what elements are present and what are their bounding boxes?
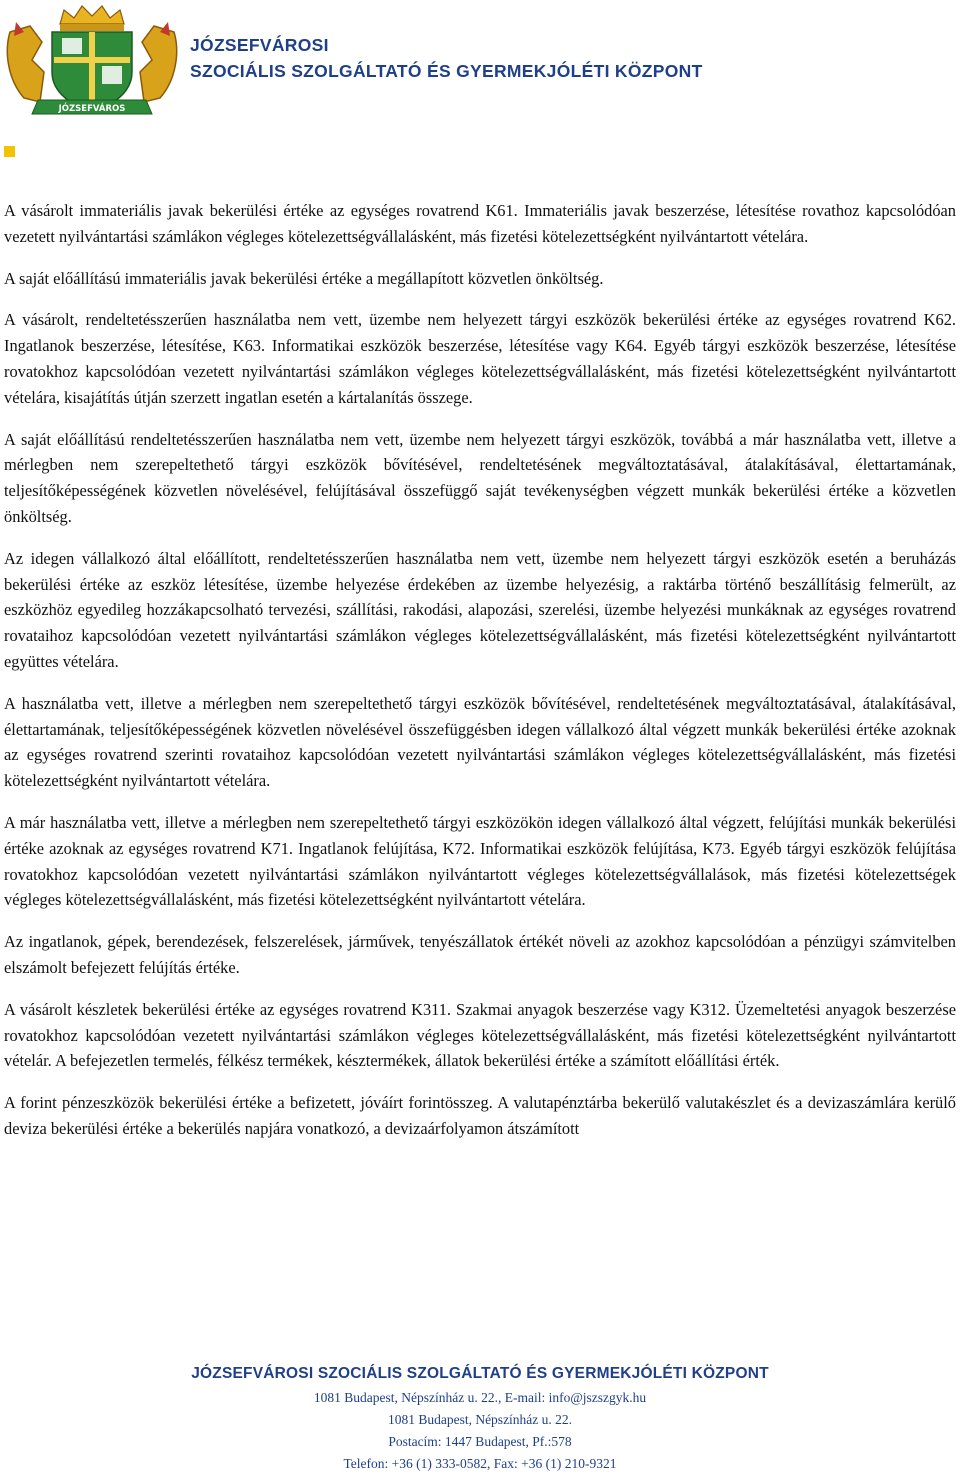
paragraph: A saját előállítású immateriális javak bekerülési értéke a megállapított közvetlen önköltség. [4, 268, 604, 288]
coat-of-arms-logo [2, 2, 182, 120]
paragraph: A vásárolt immateriális javak bekerülési értéke az egységes rovatrend K61. Immateriális javak beszerzése, létesítése rovathoz kapcsolódóan vezetett nyilvántartási számlákon végleges kötelezettségvállalásként, más fizetési kötelezettségként nyilvántartott vételára. [4, 201, 956, 246]
right-griffin-shape [140, 26, 177, 102]
paragraph: A használatba vett, illetve a mérlegben nem szerepeltethető tárgyi eszközök bővítésével, rendeltetésének megváltoztatásával, átalakításával, élettartamának, teljesítőképességének közvetlen növelésével összefüggésben idegen vállalkozó által végzett munkák bekerülési értéke azoknak az egységes rovatrend szerinti rovataihoz kapcsolódóan vezetett nyilvántartási számlákon végleges kötelezettségvállalásként, más fizetési kötelezettségként nyilvántartott vételára. [4, 693, 956, 791]
page-header [0, 0, 960, 120]
document-body [4, 198, 956, 1158]
org-name-line2: SZOCIÁLIS SZOLGÁLTATÓ ÉS GYERMEKJÓLÉTI KÖZPONT [190, 61, 703, 81]
paragraph: A forint pénzeszközök bekerülési értéke a befizetett, jóváírt forintösszeg. A valutapénztárba bekerülő valutakészlet és a devizaszámlára kerülő deviza bekerülési értéke a bekerülés napjára vonatkozó, a devizaárfolyamon átszámított [4, 1093, 956, 1138]
paragraph: A vásárolt készletek bekerülési értéke az egységes rovatrend K311. Szakmai anyagok beszerzése vagy K312. Üzemeltetési anyagok beszerzése rovatokhoz kapcsolódóan vezetett nyilvántartási számlákon végleges kötelezettségvállalásként, más fizetési kötelezettségként nyilvántartott vételár. A befejezetlen termelés, félkész termékek, késztermékek, állatok bekerülési értéke a számított előállítási érték. [4, 999, 956, 1071]
footer-address-email: 1081 Budapest, Népszínház u. 22., E-mail: info@jszszgyk.hu [313, 1390, 647, 1405]
paragraph: A saját előállítású rendeltetésszerűen használatba nem vett, üzembe nem helyezett tárgyi eszközök, továbbá a már használatba vett, illetve a mérlegben nem szerepeltethető tárgyi eszközök bővítésével, rendeltetésének megváltoztatásával, átalakításával, élettartamának, teljesítőképességének közvetlen növelésével, felújításával összefüggő saját tevékenységben végzett munkák bekerülési értéke a közvetlen önköltség. [4, 429, 956, 526]
paragraph: Az ingatlanok, gépek, berendezések, felszerelések, járművek, tenyészállatok értékét növeli az azokhoz kapcsolódóan a pénzügyi számvitelben elszámolt befejezett felújítás értéke. [4, 932, 956, 977]
logo-banner-text: JÓZSEFVÁROS [58, 104, 126, 114]
org-name-line1: JÓZSEFVÁROSI [190, 35, 329, 55]
footer-phone-fax: Telefon: +36 (1) 333-0582, Fax: +36 (1) 210-9321 [343, 1456, 617, 1471]
paragraph: A már használatba vett, illetve a mérlegben nem szerepeltethető tárgyi eszközökön idegen vállalkozó által végzett, felújítási munkák bekerülési értéke azoknak az egységes rovatrend K71. Ingatlanok felújítása, K72. Informatikai eszközök felújítása, K73. Egyéb tárgyi eszközök felújítása rovatokhoz kapcsolódóan vezetett nyilvántartási számlákon nyilvántartott végleges kötelezettségvállalások, más fizetési kötelezettségek végleges kötelezettségvállalásként, más fizetési kötelezettségként nyilvántartott vételára. [4, 812, 956, 910]
paragraph: Az idegen vállalkozó által előállított, rendeltetésszerűen használatba nem vett, üzembe nem helyezett tárgyi eszközök esetén a beruházás bekerülési értéke az eszköz létesítése, üzembe helyezése érdekében az üzembe helyezésig, a raktárba történő beszállításig felmerült, az eszközhöz egyedileg hozzákapcsolható tervezési, szállítási, rakodási, alapozási, szerelési, üzembe helyezési munkáknak az egységes rovatrend rovataihoz kapcsolódóan vezetett nyilvántartási számlákon végleges kötelezettségvállalásként, más fizetési kötelezettségként nyilvántartott együttes vételára. [4, 548, 956, 671]
page-footer [0, 1361, 960, 1477]
left-griffin-shape [7, 26, 44, 102]
footer-title: JÓZSEFVÁROSI SZOCIÁLIS SZOLGÁLTATÓ ÉS GYERMEKJÓLÉTI KÖZPONT [191, 1365, 769, 1382]
organization-name [190, 32, 703, 84]
accent-square [4, 146, 15, 157]
footer-postal: Postacím: 1447 Budapest, Pf.:578 [388, 1434, 572, 1449]
footer-address: 1081 Budapest, Népszínház u. 22. [387, 1412, 573, 1427]
crown-shape [60, 6, 124, 24]
paragraph: A vásárolt, rendeltetésszerűen használatba nem vett, üzembe nem helyezett tárgyi eszközök bekerülési értéke az egységes rovatrend K62. Ingatlanok beszerzése, létesítése, K63. Informatikai eszközök beszerzése, létesítése vagy K64. Egyéb tárgyi eszközök beszerzése, létesítése rovatokhoz kapcsolódóan vezetett nyilvántartási számlákon végleges kötelezettségvállalásként, más fizetési kötelezettségként nyilvántartott vételára, kisajátítás útján szerzett ingatlan esetén a kártalanítás összege. [4, 310, 956, 407]
